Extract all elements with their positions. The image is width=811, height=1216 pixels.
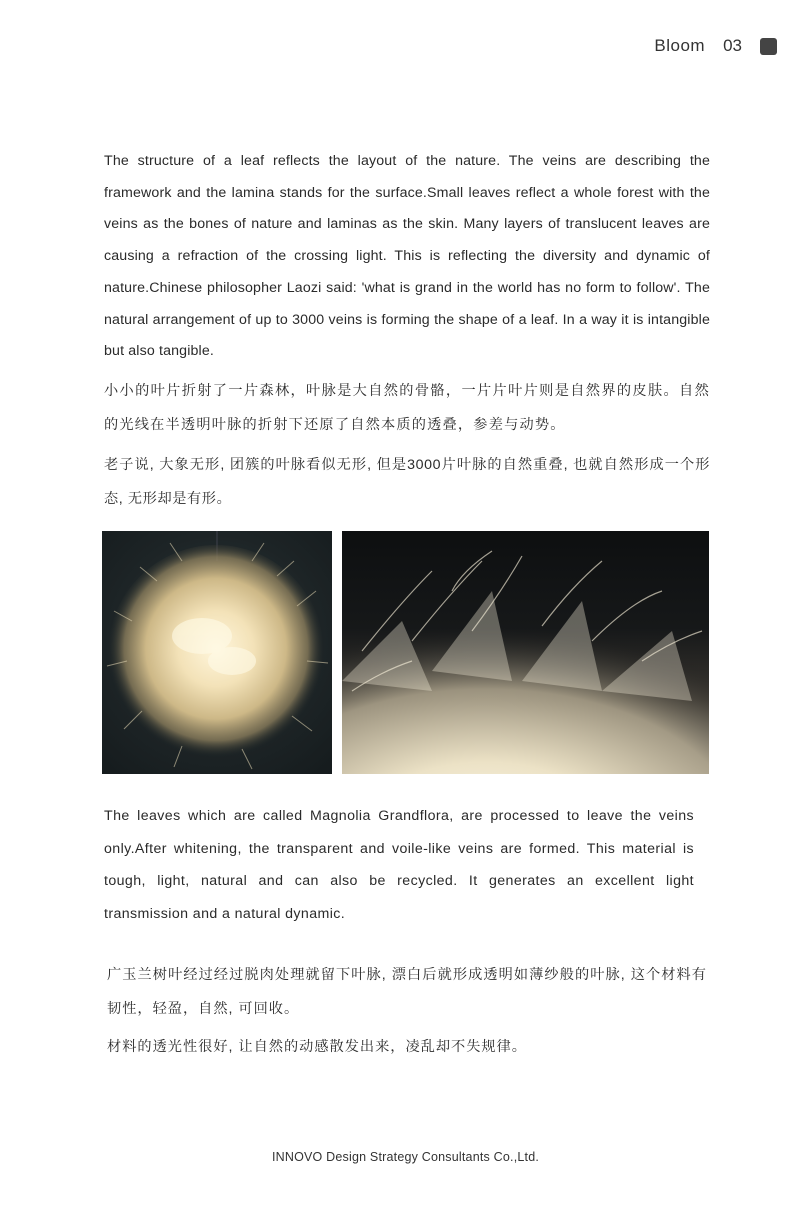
footer-company: INNOVO Design Strategy Consultants Co.,Ltd. <box>271 1150 540 1164</box>
paragraph-cn-material: 广玉兰树叶经过经过脱肉处理就留下叶脉, 漂白后就形成透明如薄纱般的叶脉, 这个材料有韧性，轻盈，自然, 可回收。 <box>107 967 707 1017</box>
paragraph-cn-laozi: 老子说, 大象无形, 团簇的叶脉看似无形, 但是3000片叶脉的自然重叠, 也就自然形成一个形态, 无形却是有形。 <box>104 457 710 507</box>
page-marker-square <box>760 38 777 55</box>
paragraph-en-material: The leaves which are called Magnolia Grandflora, are processed to leave the veins only.After whitening, the transparent and voile-like veins are formed. This material is tough, light, natural and can also be recycled. It generates an excellent light transmission and a natural dynamic. <box>104 808 694 922</box>
lamp-photo-detail <box>342 531 709 774</box>
page-number: 03 <box>723 36 742 55</box>
lamp-photo-full <box>102 531 332 774</box>
page-header <box>654 36 777 56</box>
paragraph-en-structure: The structure of a leaf reflects the layout of the nature. The veins are describing the framework and the lamina stands for the surface.Small leaves reflect a whole forest with the veins as the bones of nature and laminas as the skin. Many layers of translucent leaves are causing a refraction of the crossing light. This is reflecting the diversity and dynamic of nature.Chinese philosopher Laozi said: 'what is grand in the world has no form to follow'. The natural arrangement of up to 3000 veins is forming the shape of a leaf. In a way it is intangible but also tangible. <box>104 153 710 360</box>
paragraph-cn-transmission: 材料的透光性很好, 让自然的动感散发出来，凌乱却不失规律。 <box>107 1039 527 1055</box>
lamp-sphere-illustration <box>102 531 332 774</box>
paragraph-cn-structure: 小小的叶片折射了一片森林，叶脉是大自然的骨骼，一片片叶片则是自然界的皮肤。自然的光线在半透明叶脉的折射下还原了自然本质的透叠，参差与动势。 <box>104 383 710 433</box>
document-title: Bloom <box>654 36 706 55</box>
lamp-leaves-closeup-illustration <box>342 531 709 774</box>
